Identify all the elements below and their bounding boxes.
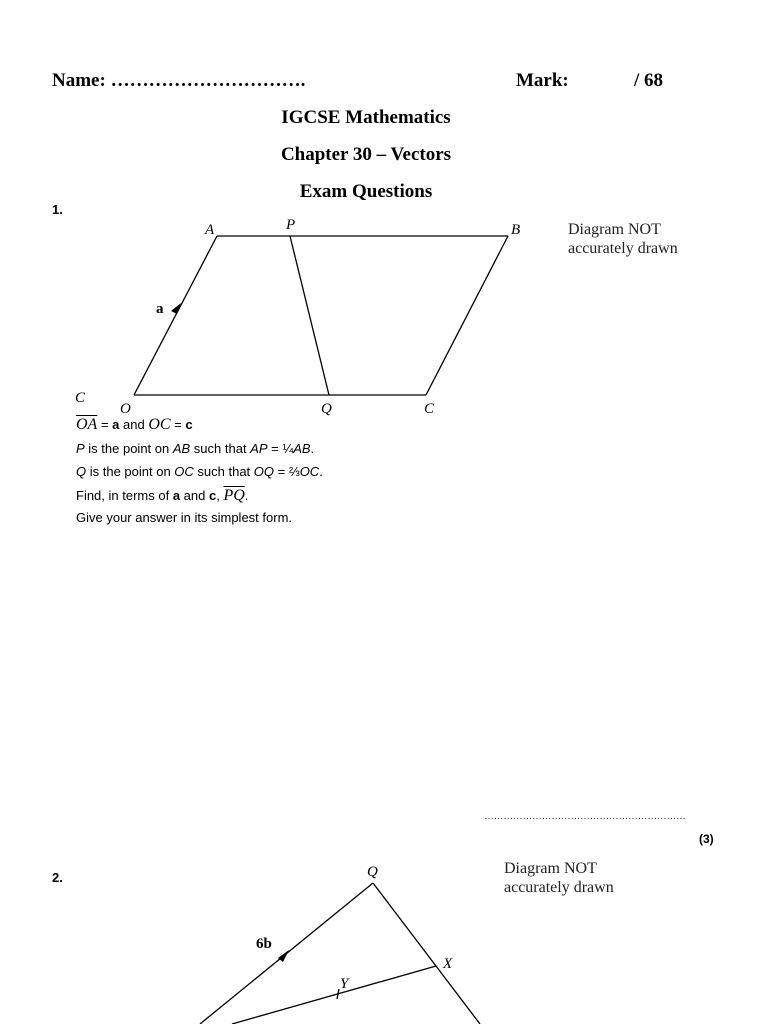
diagram-note-q2-line1: Diagram NOT bbox=[504, 860, 597, 877]
label-q-point-q2: Q bbox=[367, 864, 378, 880]
vector-oa: $\overline{OA}$ bbox=[76, 416, 98, 433]
line-pq bbox=[290, 236, 329, 395]
question-1-number: 1. bbox=[52, 202, 63, 217]
q1-line-3: Q is the point on OC such that OQ = ⅔OC. bbox=[76, 464, 323, 479]
label-o-point: O bbox=[120, 401, 131, 417]
label-y-point-q2: Y bbox=[340, 976, 349, 992]
subject-title: IGCSE Mathematics bbox=[281, 107, 451, 128]
label-a-point: A bbox=[205, 222, 215, 238]
label-x-point-q2: X bbox=[443, 956, 453, 972]
q1-marks: (3) bbox=[699, 832, 714, 846]
line-xy-q2 bbox=[232, 966, 436, 1024]
diagram-note-q2 bbox=[504, 859, 614, 897]
name-label: Name: bbox=[52, 70, 106, 91]
label-b-point: B bbox=[511, 222, 521, 238]
q1-line-4: Find, in terms of a and c, $\overline{PQ}$. bbox=[76, 487, 249, 504]
name-dots: …………………………. bbox=[110, 70, 306, 91]
section-title: Exam Questions bbox=[299, 181, 433, 202]
chapter-title: Chapter 30 – Vectors bbox=[280, 144, 452, 165]
q1-line-1: $\overline{OA} = a$ and OC = c bbox=[76, 416, 193, 433]
mark-total: / 68 bbox=[634, 70, 664, 91]
diagram-note-q1 bbox=[568, 220, 678, 258]
label-q-point: Q bbox=[321, 401, 332, 417]
label-vector-6b: 6b bbox=[256, 936, 272, 952]
label-vector-a: a bbox=[156, 301, 164, 317]
q1-answer-line: ……………………………………………………… bbox=[484, 811, 686, 822]
question-2-number: 2. bbox=[52, 870, 63, 885]
line-oa bbox=[134, 236, 217, 395]
diagram-note-q1-line2: accurately drawn bbox=[568, 240, 678, 257]
diagram-note-q2-line2: accurately drawn bbox=[504, 879, 614, 896]
line-qx-q2 bbox=[373, 883, 480, 1024]
line-bc bbox=[426, 236, 508, 395]
arrow-6b-icon bbox=[278, 950, 289, 962]
vector-oc: OC bbox=[148, 416, 171, 433]
q1-line-5: Give your answer in its simplest form. bbox=[76, 510, 293, 525]
label-p-point: P bbox=[286, 217, 296, 233]
label-c-point: C bbox=[424, 401, 435, 417]
q1-line-2: P is the point on AB such that AP = ¼AB. bbox=[76, 441, 315, 456]
vector-pq: $\overline{PQ}$ bbox=[223, 487, 245, 504]
mark-label: Mark: bbox=[516, 70, 569, 91]
stray-c-mark: C bbox=[75, 390, 86, 406]
diagram-note-q1-line1: Diagram NOT bbox=[568, 221, 661, 238]
